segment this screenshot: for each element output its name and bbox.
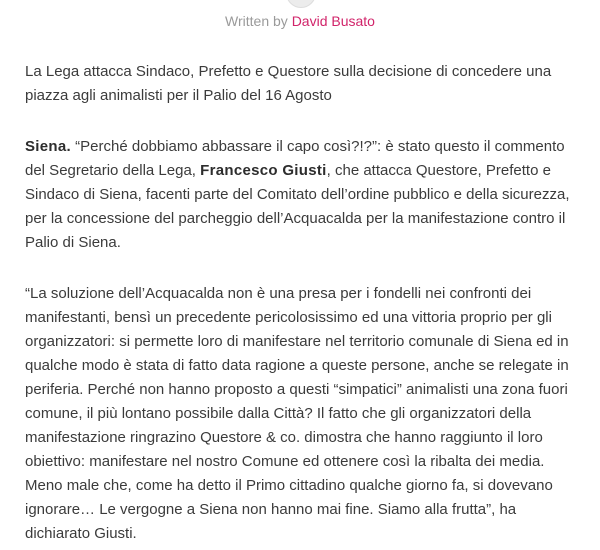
dateline-location: Siena. [25, 138, 71, 155]
author-avatar [286, 0, 316, 8]
byline-prefix: Written by [225, 13, 288, 29]
byline [0, 12, 600, 30]
paragraph-text-a: “Perché dobbiamo abbassare il capo così?!?”: è stato questo il commento del Segretario della Lega, [25, 138, 565, 179]
article-body [25, 60, 581, 550]
paragraph-text-b: , che attacca Questore, Prefetto e Sindaco di Siena, facenti parte del Comitato dell’ordine pubblico e della sicurezza, per la concessione del parcheggio dell’Acquacalda per la manifestazione contro il Palio di Siena. [25, 162, 570, 251]
person-name: Francesco Giusti [200, 162, 327, 179]
author-link[interactable]: David Busato [291, 13, 375, 29]
article-paragraph-1 [25, 135, 581, 255]
article-quote-paragraph: “La soluzione dell’Acquacalda non è una presa per i fondelli nei confronti dei manifestanti, bensì un precedente pericolosissimo ed una vittoria proprio per gli organizzatori: si permette loro di manifestare nel territorio comunale di Siena ed in qualche modo è stata di fatto data ragione a queste persone, anche se relegate in periferia. Perché non hanno proposto a questi “simpatici” animalisti una zona fuori comune, il più lontano possibile dalla Città? Il fatto che gli organizzatori della manifestazione ringrazino Questore & co. dimostra che hanno raggiunto il loro obiettivo: manifestare nel nostro Comune ed ottenere così la ribalta dei media. Meno male che, come ha detto il Primo cittadino qualche giorno fa, si dovevano ignorare… Le vergogne a Siena non hanno mai fine. Siamo alla frutta”, ha dichiarato Giusti. [25, 285, 569, 542]
article-lead: La Lega attacca Sindaco, Prefetto e Questore sulla decisione di concedere una piazza agli animalisti per il Palio del 16 Agosto [25, 63, 552, 104]
